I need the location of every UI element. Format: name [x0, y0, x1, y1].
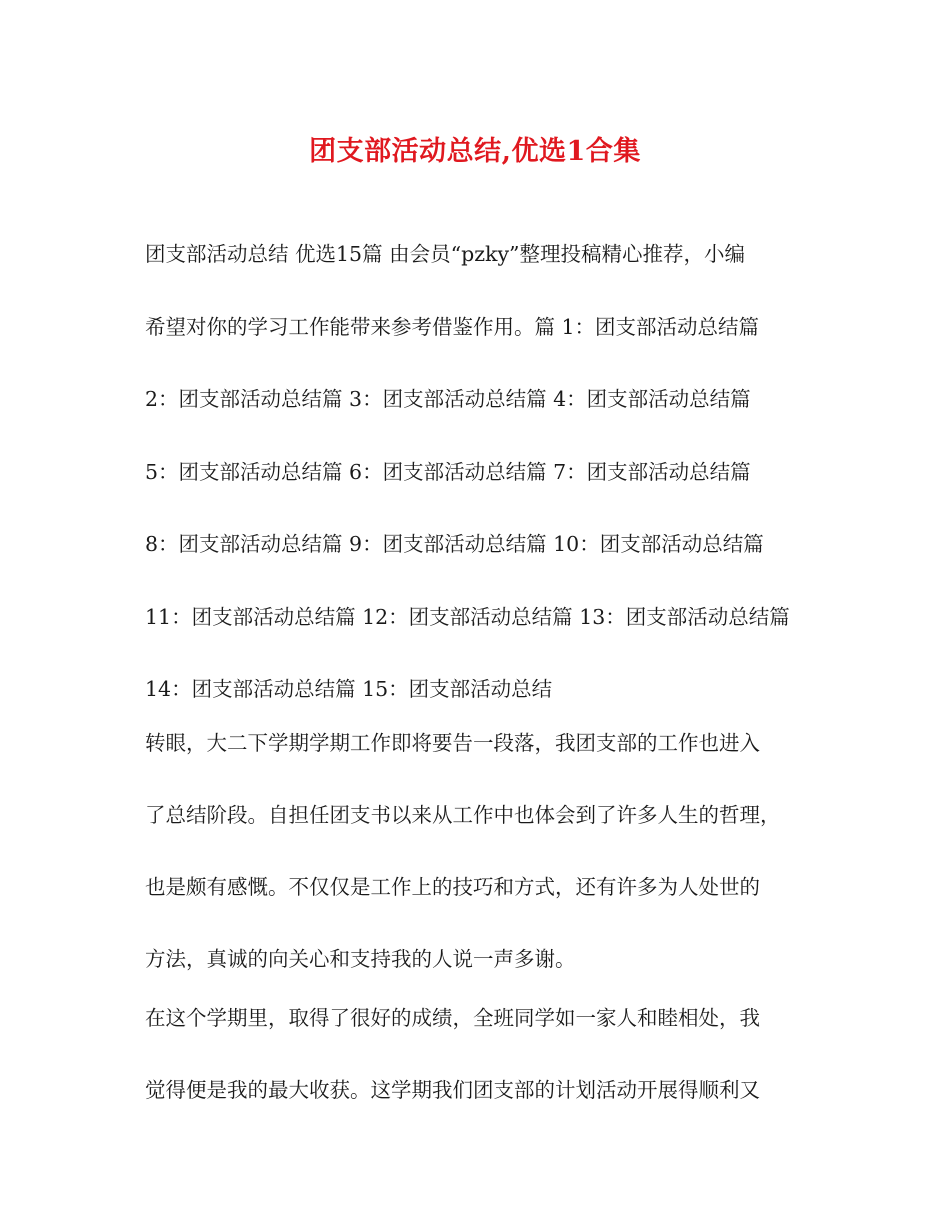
intro-line: 2：团支部活动总结篇 3：团支部活动总结篇 4：团支部活动总结篇	[145, 387, 751, 411]
intro-line: 5：团支部活动总结篇 6：团支部活动总结篇 7：团支部活动总结篇	[145, 459, 751, 484]
paragraph-line: 在这个学期里，取得了很好的成绩，全班同学如一家人和睦相处，我	[145, 1006, 760, 1030]
paragraph-line: 觉得便是我的最大收获。这学期我们团支部的计划活动开展得顺利又	[145, 1078, 760, 1102]
body-paragraph-2	[145, 982, 815, 1126]
intro-line: 希望对你的学习工作能带来参考借鉴作用。篇 1：团支部活动总结篇	[145, 314, 760, 339]
paragraph-line: 了总结阶段。自担任团支书以来从工作中也体会到了许多人生的哲理，	[145, 803, 781, 827]
document-title: 团支部活动总结,优选1合集	[309, 136, 641, 167]
body-paragraph-1	[145, 707, 815, 995]
intro-line: 14：团支部活动总结篇 15：团支部活动总结	[145, 677, 553, 701]
paragraph-line: 也是颇有感慨。不仅仅是工作上的技巧和方式，还有许多为人处世的	[145, 875, 760, 899]
intro-line: 8：团支部活动总结篇 9：团支部活动总结篇 10：团支部活动总结篇	[145, 532, 764, 556]
intro-line: 团支部活动总结 优选15篇 由会员“pzky”整理投稿精心推荐，小编	[145, 242, 746, 266]
intro-paragraph	[145, 218, 815, 726]
paragraph-line: 转眼，大二下学期学期工作即将要告一段落，我团支部的工作也进入	[145, 731, 760, 755]
paragraph-line: 方法，真诚的向关心和支持我的人说一声多谢。	[145, 947, 576, 971]
intro-line: 11：团支部活动总结篇 12：团支部活动总结篇 13：团支部活动总结篇	[145, 604, 790, 629]
